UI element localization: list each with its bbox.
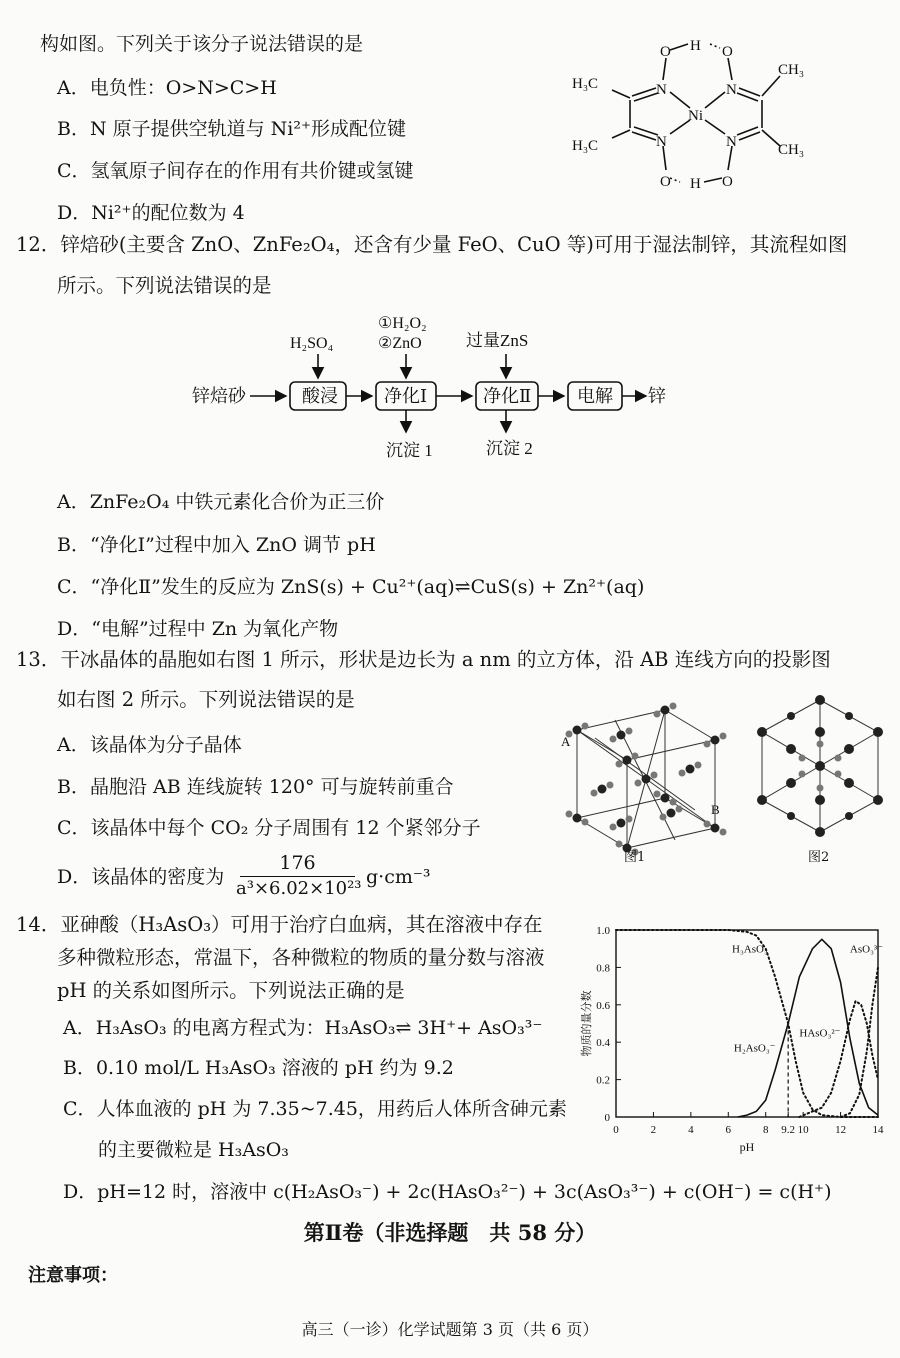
fig1-caption: 图1: [624, 850, 646, 865]
series-label-2: HAsO₃²⁻: [799, 1027, 841, 1040]
y-axis-label: 物质的量分数: [581, 990, 593, 1057]
q13-option-b: B．晶胞沿 AB 连线旋转 120° 可与旋转前重合: [57, 776, 454, 798]
q12-option-c: C．“净化Ⅱ”发生的反应为 ZnS(s) + Cu²⁺(aq)⇌CuS(s) + Zn²⁺(aq): [57, 576, 645, 598]
atom-h3c-2: H₃C: [572, 138, 599, 154]
y-tick-label: 0.4: [596, 1037, 610, 1050]
q11-option-d: D．Ni²⁺的配位数为 4: [57, 202, 245, 224]
x-tick-label: 2: [650, 1124, 657, 1136]
ni-complex-structure: [570, 28, 820, 198]
atom-n4: N: [726, 134, 737, 150]
q12-stem-line1: 12．锌焙砂(主要含 ZnO、ZnFe₂O₄，还含有少量 FeO、CuO 等)可用于湿法制锌，其流程如图: [16, 233, 848, 256]
q13-stem-line1: 13．干冰晶体的晶胞如右图 1 所示，形状是边长为 a nm 的立方体，沿 AB 连线方向的投影图: [16, 648, 831, 671]
flow-reagent-h2so4: H₂SO₄: [290, 335, 334, 352]
x-tick-label: 10: [797, 1124, 809, 1136]
flow-precipitate-1: 沉淀 1: [386, 441, 433, 460]
x-tick-label: 14: [872, 1124, 884, 1136]
atom-n1: N: [656, 82, 667, 98]
flow-precipitate-2: 沉淀 2: [486, 439, 533, 458]
flow-step-4-label: 电解: [577, 386, 613, 406]
q11-option-a: A．电负性：O>N>C>H: [57, 77, 277, 99]
q11-option-b: B．N 原子提供空轨道与 Ni²⁺形成配位键: [57, 118, 407, 140]
q12-option-d: D．“电解”过程中 Zn 为氧化产物: [57, 618, 339, 640]
atom-ch3-2: CH₃: [778, 142, 805, 158]
q14-option-b: B．0.10 mol/L H₃AsO₃ 溶液的 pH 约为 9.2: [63, 1057, 454, 1079]
flow-start: 锌焙砂: [192, 386, 246, 406]
y-tick-label: 1.0: [596, 925, 610, 937]
q13-option-c: C．该晶体中每个 CO₂ 分子周围有 12 个紧邻分子: [57, 817, 481, 839]
flow-end: 锌: [648, 386, 666, 406]
atom-ni: Ni: [688, 108, 703, 124]
q13-option-d-prefix: D．该晶体的密度为: [57, 866, 225, 888]
series-label-0: H₃AsO₃: [732, 943, 768, 956]
q14-option-d: D．pH=12 时，溶液中 c(H₂AsO₃⁻) + 2c(HAsO₃²⁻) + 3c(AsO₃³⁻) + c(OH⁻) = c(H⁺): [63, 1181, 832, 1203]
q11-lead: 构如图。下列关于该分子说法错误的是: [40, 33, 364, 55]
series-line-3: [841, 967, 878, 1117]
atom-o4: O: [722, 174, 733, 190]
q14-stem-line3: pH 的关系如图所示。下列说法正确的是: [57, 979, 405, 1002]
page-footer: 高三（一诊）化学试题第 3 页（共 6 页）: [301, 1320, 599, 1339]
section-title: 第Ⅱ卷（非选择题 共 58 分）: [303, 1220, 597, 1245]
q13-stem-line2: 如右图 2 所示。下列说法错误的是: [57, 688, 355, 711]
q12-stem-line2: 所示。下列说法错误的是: [57, 274, 272, 297]
q13-density-denominator: a³×6.02×10²³: [236, 878, 362, 899]
x-tick-label: 12: [835, 1124, 847, 1136]
x-tick-label: 4: [688, 1124, 694, 1136]
q13-density-numerator: 176: [279, 852, 316, 874]
x-tick-label: 6: [725, 1124, 732, 1136]
atom-o3: O: [660, 174, 671, 190]
q14-option-a: A．H₃AsO₃ 的电离方程式为：H₃AsO₃⇌ 3H⁺+ AsO₃³⁻: [63, 1017, 543, 1039]
q12-option-a: A．ZnFe₂O₄ 中铁元素化合价为正三价: [57, 491, 385, 513]
q11-option-c: C．氢氧原子间存在的作用有共价键或氢键: [57, 160, 414, 182]
x-tick-label: 9.2: [781, 1124, 796, 1136]
flow-reagent-zno: ②ZnO: [378, 335, 422, 352]
q14-option-c-line2: 的主要微粒是 H₃AsO₃: [98, 1139, 289, 1161]
y-tick-label: 0.8: [596, 962, 610, 975]
x-tick-label: 8: [762, 1124, 769, 1136]
atom-o1: O: [660, 44, 671, 60]
atom-n3: N: [656, 134, 667, 150]
q13-density-unit: g·cm⁻³: [366, 866, 431, 888]
point-a-label: A: [561, 734, 571, 749]
y-tick-label: 0.2: [596, 1074, 610, 1087]
q13-fraction-bar: [240, 876, 355, 877]
q14-stem-line2: 多种微粒形态，常温下，各种微粒的物质的量分数与溶液: [57, 946, 545, 969]
atom-h1: H: [690, 38, 701, 54]
y-tick-label: 0.6: [596, 999, 610, 1012]
x-axis-label: pH: [739, 1140, 755, 1154]
flow-step-3-label: 净化Ⅱ: [483, 386, 532, 406]
fig2-caption: 图2: [808, 850, 830, 865]
flow-reagent-zns: 过量ZnS: [466, 331, 529, 350]
q14-stem-line1: 14．亚砷酸（H₃AsO₃）可用于治疗白血病，其在溶液中存在: [16, 913, 543, 936]
flow-reagent-h2o2: ①H₂O₂: [378, 315, 427, 332]
dry-ice-projection-fig2: [750, 692, 890, 842]
series-line-0: [616, 930, 878, 1117]
series-label-3: AsO₃³⁻: [849, 943, 884, 956]
plot-frame: [616, 930, 878, 1117]
flow-step-1-label: 酸浸: [302, 386, 338, 406]
arsenious-acid-distribution-chart: [578, 912, 890, 1162]
flow-step-2-label: 净化Ⅰ: [384, 386, 428, 406]
x-tick-label: 0: [613, 1124, 619, 1136]
point-b-label: B: [711, 802, 720, 817]
y-tick-label: 0: [604, 1112, 610, 1124]
notice-heading: 注意事项：: [28, 1265, 118, 1286]
series-label-1: H₂AsO₃⁻: [733, 1042, 776, 1055]
atom-n2: N: [726, 82, 737, 98]
q13-option-a: A．该晶体为分子晶体: [57, 734, 242, 756]
q14-option-c: C．人体血液的 pH 为 7.35~7.45，用药后人体所含砷元素: [63, 1098, 567, 1120]
process-flowchart: [190, 308, 680, 468]
atom-h2: H: [690, 176, 701, 192]
atom-h3c-1: H₃C: [572, 76, 599, 92]
dry-ice-unit-cell-fig1: [555, 690, 740, 860]
q12-option-b: B．“净化Ⅰ”过程中加入 ZnO 调节 pH: [57, 534, 376, 556]
atom-ch3-1: CH₃: [778, 62, 805, 78]
atom-o2: O: [722, 44, 733, 60]
